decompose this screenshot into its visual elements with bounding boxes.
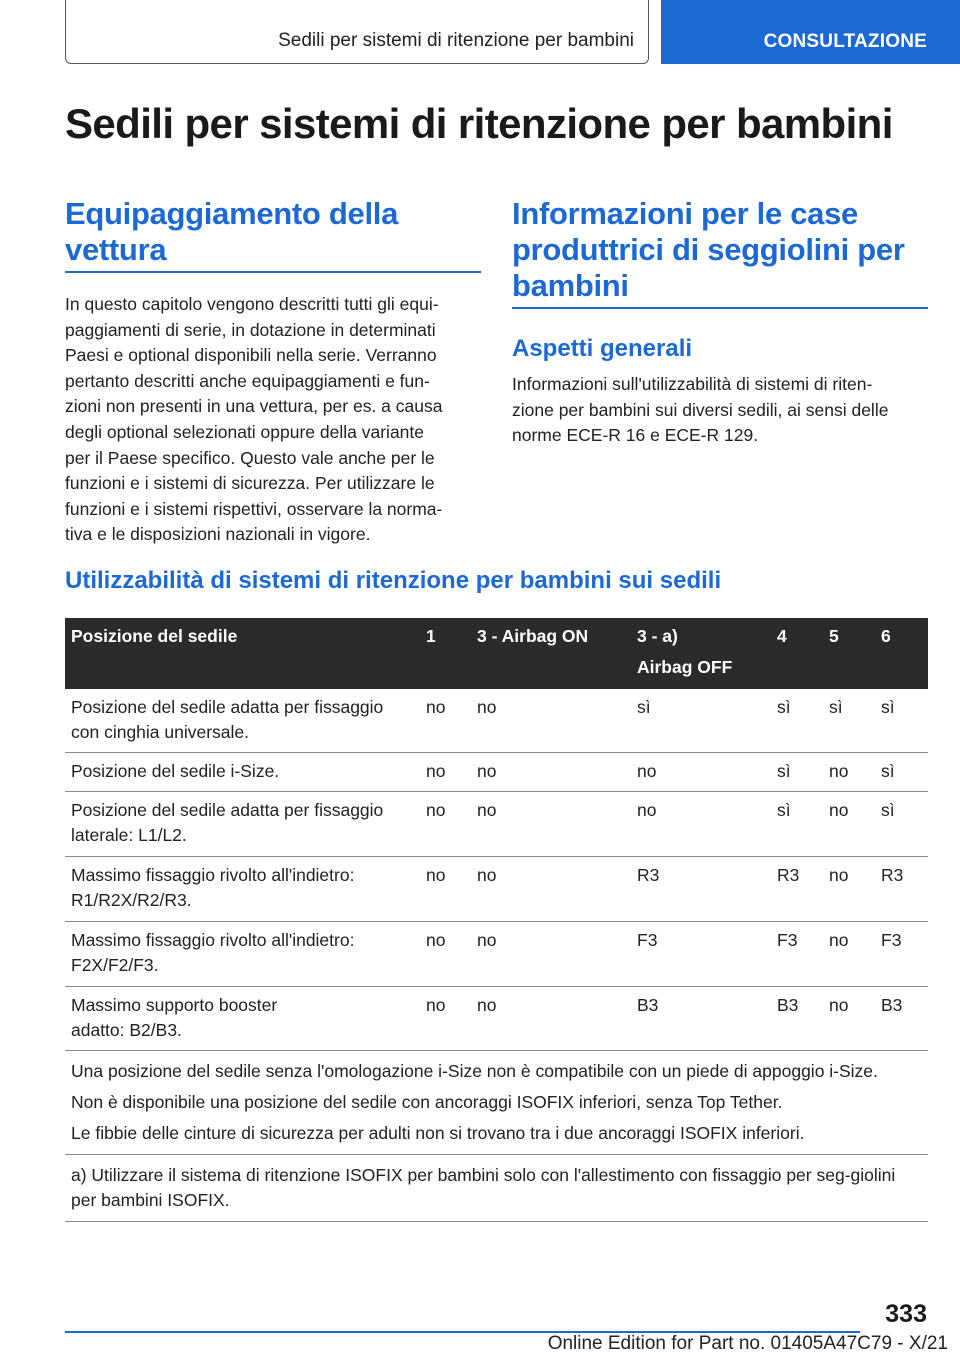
row-value: no <box>477 995 497 1015</box>
right-subheading: Aspetti generali <box>512 335 693 362</box>
row-label: Posizione del sedile i-Size. <box>71 761 280 781</box>
paragraph-line: zioni non presenti in una vettura, per es. a causa <box>65 396 443 417</box>
header-section-title: Sedili per sistemi di ritenzione per bambini <box>278 30 634 51</box>
row-value: no <box>829 865 849 885</box>
table-note: Le fibbie delle cinture di sicurezza per adulti non si trovano tra i due ancoraggi ISOFIX inferiori. <box>71 1123 805 1143</box>
row-value: no <box>426 800 446 820</box>
paragraph-line: Informazioni sull'utilizzabilità di sistemi di riten‐ <box>512 374 873 394</box>
row-value: sì <box>881 697 895 717</box>
header-cell-seat-position: Posizione del sedile <box>71 626 238 646</box>
row-value: no <box>426 930 446 950</box>
header-cell-5: 5 <box>829 626 839 646</box>
header-cell-line: Airbag OFF <box>637 657 733 677</box>
left-paragraph <box>65 292 485 548</box>
row-value: B3 <box>777 995 799 1015</box>
row-label-line: laterale: L1/L2. <box>71 825 187 845</box>
paragraph-line: funzioni e i sistemi di sicurezza. Per utilizzare le <box>65 473 435 494</box>
row-value: sì <box>777 800 791 820</box>
table-note: Non è disponibile una posizione del sedile con ancoraggi ISOFIX inferiori, senza Top Tether. <box>71 1092 783 1112</box>
right-heading-divider <box>512 307 928 309</box>
footnote-text: a) Utilizzare il sistema di ritenzione ISOFIX per bambini solo con l'allestimento con fissaggio per seg‐giolini per bambini ISOFIX. <box>71 1165 896 1210</box>
row-value: B3 <box>637 995 659 1015</box>
row-value: R3 <box>881 865 904 885</box>
row-value: no <box>477 761 497 781</box>
paragraph-line: paggiamenti di serie, in dotazione in determinati <box>65 319 436 340</box>
row-value: no <box>426 865 446 885</box>
table-row <box>65 857 928 922</box>
row-value: sì <box>881 800 895 820</box>
row-value: no <box>426 697 446 717</box>
seat-usability-table <box>65 618 928 1222</box>
row-label <box>71 863 416 913</box>
footer-edition-text: Online Edition for Part no. 01405A47C79 - X/21 <box>547 1333 948 1354</box>
left-heading-line: vettura <box>65 232 167 267</box>
paragraph-line: tiva e le disposizioni nazionali in vigore. <box>65 524 371 545</box>
row-label-line: R1/R2X/R2/R3. <box>71 890 192 910</box>
left-heading-divider <box>65 271 481 273</box>
table-footnote <box>65 1155 928 1222</box>
paragraph-line: degli optional selezionati oppure della variante <box>65 421 424 442</box>
row-value: F3 <box>881 930 902 950</box>
header-cell-4: 4 <box>777 626 787 646</box>
row-value: no <box>829 800 849 820</box>
row-label <box>71 993 416 1043</box>
row-label-line: adatto: B2/B3. <box>71 1020 182 1040</box>
table-note: Una posizione del sedile senza l'omologazione i-Size non è compatibile con un piede di appoggio i-Size. <box>71 1061 878 1081</box>
paragraph-line: per il Paese specifico. Questo vale anche per le <box>65 447 435 468</box>
tab-consultazione-label: CONSULTAZIONE <box>763 31 927 52</box>
row-value: no <box>637 800 657 820</box>
row-label-line: Posizione del sedile adatta per fissaggio <box>71 697 384 717</box>
row-value: no <box>829 930 849 950</box>
paragraph-line: zione per bambini sui diversi sedili, ai sensi delle <box>512 399 889 420</box>
row-label-line: con cinghia universale. <box>71 722 250 742</box>
table-heading: Utilizzabilità di sistemi di ritenzione per bambini sui sedili <box>65 567 722 594</box>
row-value: B3 <box>881 995 903 1015</box>
table-row <box>65 792 928 857</box>
row-value: sì <box>637 697 651 717</box>
row-label-line: F2X/F2/F3. <box>71 955 159 975</box>
table-row <box>65 922 928 987</box>
left-heading-line: Equipaggiamento della <box>65 196 399 231</box>
table-header-row <box>65 618 928 689</box>
table-row <box>65 987 928 1051</box>
header-cell-1: 1 <box>426 626 436 646</box>
row-value: no <box>477 930 497 950</box>
row-value: no <box>637 761 657 781</box>
paragraph-line: norme ECE-R 16 e ECE-R 129. <box>512 425 759 446</box>
row-value: sì <box>777 697 791 717</box>
paragraph-line: funzioni e i sistemi rispettivi, osservare la norma‐ <box>65 498 443 519</box>
row-value: R3 <box>777 865 800 885</box>
row-value: no <box>477 800 497 820</box>
header-cell-3-airbag-off <box>637 624 732 680</box>
page-number: 333 <box>885 1300 927 1328</box>
row-value: no <box>426 995 446 1015</box>
row-value: no <box>426 761 446 781</box>
row-value: sì <box>777 761 791 781</box>
table-notes <box>65 1051 928 1155</box>
header-section-box <box>65 0 649 64</box>
row-value: no <box>477 697 497 717</box>
right-heading-line: Informazioni per le case <box>512 196 858 231</box>
paragraph-line: pertanto descritti anche equipaggiamenti e fun‐ <box>65 370 430 391</box>
left-section-heading <box>65 196 485 268</box>
header-cell-6: 6 <box>881 626 891 646</box>
row-value: no <box>829 761 849 781</box>
row-value: R3 <box>637 865 660 885</box>
page-title: Sedili per sistemi di ritenzione per bambini <box>65 100 893 147</box>
right-section-heading <box>512 196 942 304</box>
row-label-line: Massimo fissaggio rivolto all'indietro: <box>71 865 355 885</box>
row-value: F3 <box>777 930 798 950</box>
row-label <box>71 695 416 745</box>
row-value: no <box>829 995 849 1015</box>
right-paragraph <box>512 372 932 449</box>
header-cell-3-airbag-on: 3 - Airbag ON <box>477 626 589 646</box>
table-row <box>65 753 928 792</box>
row-label <box>71 798 416 848</box>
row-value: no <box>477 865 497 885</box>
right-heading-line: bambini <box>512 268 629 303</box>
header-cell-line: 3 - a) <box>637 626 678 646</box>
paragraph-line: Paesi e optional disponibili nella serie. Verranno <box>65 345 437 366</box>
row-label-line: Posizione del sedile adatta per fissaggio <box>71 800 384 820</box>
row-value: sì <box>829 697 843 717</box>
table-row <box>65 689 928 753</box>
paragraph-line: In questo capitolo vengono descritti tutti gli equi‐ <box>65 294 439 314</box>
row-label-line: Massimo supporto booster <box>71 995 278 1015</box>
tab-consultazione[interactable] <box>661 0 960 64</box>
row-value: F3 <box>637 930 658 950</box>
row-value: sì <box>881 761 895 781</box>
row-label-line: Massimo fissaggio rivolto all'indietro: <box>71 930 355 950</box>
right-heading-line: produttrici di seggiolini per <box>512 232 905 267</box>
row-label <box>71 928 416 978</box>
